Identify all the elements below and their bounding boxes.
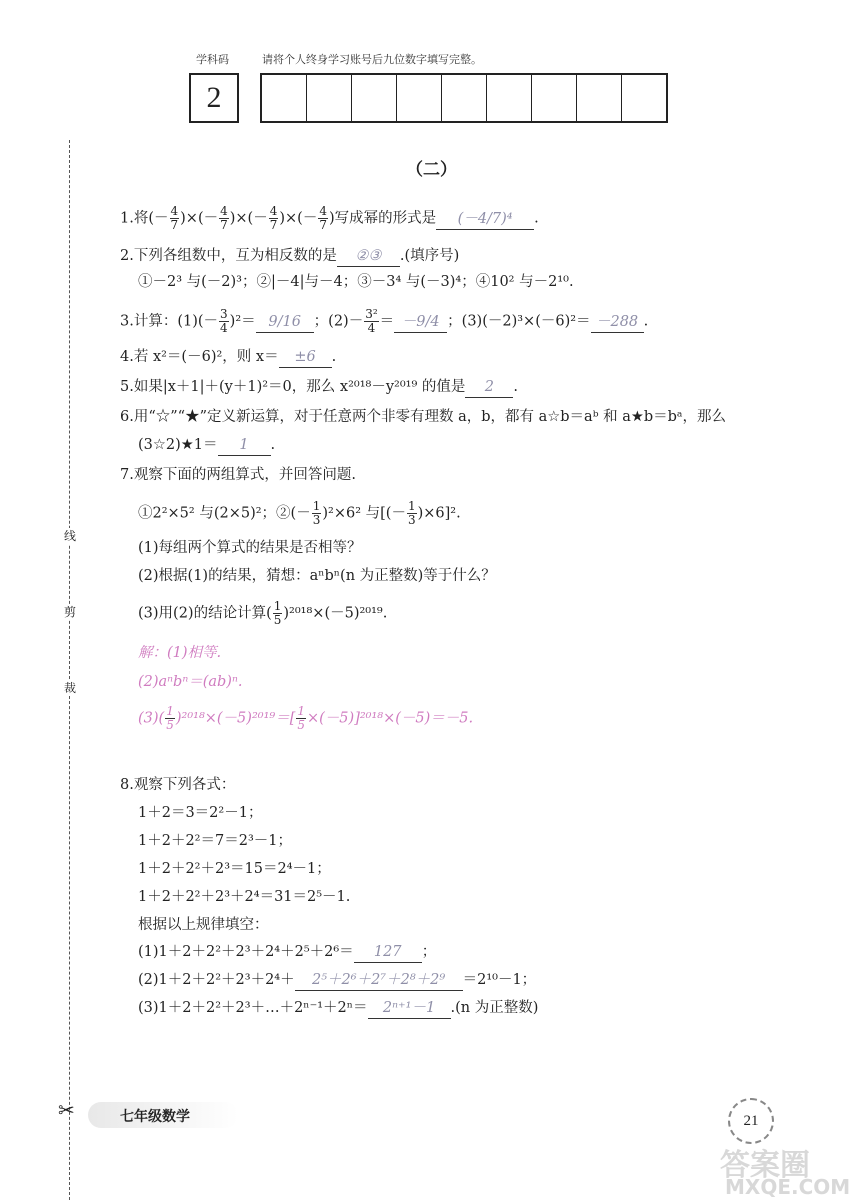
cut-line [69, 140, 70, 1200]
subject-code-label: 学科码 [196, 53, 229, 66]
question-8-line: 1＋2＋2²＝7＝2³－1； [138, 833, 292, 849]
question-7-sub2: (2)根据(1)的结果，猜想：aⁿbⁿ(n 为正整数)等于什么？ [138, 568, 496, 584]
question-8-line: 1＋2＋2²＋2³＋2⁴＝31＝2⁵－1. [138, 889, 351, 905]
answer-3-2: －9/4 [394, 312, 447, 333]
id-cell[interactable] [262, 75, 307, 121]
id-grid [260, 73, 668, 123]
cut-char-cai: 裁 [63, 681, 76, 695]
watermark-logo: 答案圈 [720, 1148, 810, 1183]
id-cell[interactable] [352, 75, 397, 121]
question-7-sub3: (3)用(2)的结论计算( $\frac{1}{5}$ )²⁰¹⁸×(－5)²⁰¹⁹. [138, 599, 388, 627]
subject-code-box: 2 [189, 73, 239, 123]
question-7-exprs: ①2²×5² 与(2×5)²；②(－ $\frac{1}{3}$ )²×6² 与[(－ $\frac{1}{3}$ )×6]². [138, 499, 461, 527]
question-2-options: ①－2³ 与(－2)³；②|－4|与－4；③－3⁴ 与(－3)⁴；④10² 与－2¹⁰. [138, 274, 574, 290]
question-8-line: 1＋2＝3＝2²－1； [138, 805, 263, 821]
answer-8-1: 127 [354, 942, 422, 963]
id-cell[interactable] [397, 75, 442, 121]
question-5: 5.如果|x＋1|＋(y＋1)²＝0，那么 x²⁰¹⁸－y²⁰¹⁹ 的值是 2 . [120, 377, 518, 398]
question-6-line2: (3☆2)★1＝ 1 . [138, 435, 275, 456]
answer-4: ±6 [279, 347, 332, 368]
header-instruction: 请将个人终身学习账号后九位数字填写完整。 [262, 53, 482, 66]
question-8-title: 8.观察下列各式： [120, 777, 236, 793]
answer-3-3: －288 [591, 312, 644, 333]
answer-5: 2 [465, 377, 513, 398]
question-1: 1.将(－ $\frac{4}{7}$ )×(－ $\frac{4}{7}$ )×(－ $\frac{4}{7}$ )×(－ $\frac{4}{7}$ )写成幂的形式是 (－4/7)⁴ . [120, 204, 539, 232]
id-cell[interactable] [577, 75, 622, 121]
solution-7-3: (3)( $\frac{1}{5}$ )²⁰¹⁸×(－5)²⁰¹⁹＝[ $\frac{1}{5}$ ×(－5)]²⁰¹⁸×(－5)＝－5. [138, 704, 474, 732]
id-cell[interactable] [442, 75, 487, 121]
question-4: 4.若 x²＝(－6)²，则 x＝ ±6 . [120, 347, 336, 368]
question-6-line1: 6.用“☆”“★”定义新运算，对于任意两个非零有理数 a，b，都有 a☆b＝aᵇ 和 a★b＝bᵃ，那么 [120, 409, 727, 425]
answer-3-1: 9/16 [256, 312, 314, 333]
id-cell[interactable] [622, 75, 666, 121]
answer-6: 1 [218, 435, 271, 456]
cut-char-jian: 剪 [63, 605, 76, 619]
question-8-line: 1＋2＋2²＋2³＝15＝2⁴－1； [138, 861, 331, 877]
question-7-title: 7.观察下面的两组算式，并回答问题. [120, 467, 356, 483]
solution-7-2: (2)aⁿbⁿ＝(ab)ⁿ. [138, 674, 243, 690]
footer-label: 七年级数学 [120, 1109, 190, 1125]
question-7-sub1: (1)每组两个算式的结果是否相等？ [138, 540, 362, 556]
id-cell[interactable] [532, 75, 577, 121]
question-8-fill-3: (3)1＋2＋2²＋2³＋…＋2ⁿ⁻¹＋2ⁿ＝ 2ⁿ⁺¹－1 .(n 为正整数) [138, 998, 538, 1019]
page-number: 21 [728, 1098, 774, 1144]
answer-8-3: 2ⁿ⁺¹－1 [368, 998, 451, 1019]
answer-2: ②③ [337, 246, 400, 267]
watermark-url: MXQE.COM [725, 1175, 851, 1199]
id-cell[interactable] [487, 75, 532, 121]
question-3: 3.计算：(1)(－ $\frac{3}{4}$ )²＝ 9/16 ；(2)－ $\frac{\text{3²}}{4}$ ＝ －9/4 ；(3)(－2)³×(－6)²＝ －288 . [120, 307, 649, 335]
question-2: 2.下列各组数中，互为相反数的是 ②③ .(填序号) [120, 246, 459, 267]
question-8-rule: 根据以上规律填空： [138, 917, 269, 933]
section-title: （二） [406, 160, 457, 180]
answer-1: (－4/7)⁴ [436, 209, 534, 230]
scissors-icon: ✂ [58, 1098, 75, 1122]
cut-char-xian: 线 [63, 529, 76, 543]
question-8-fill-1: (1)1＋2＋2²＋2³＋2⁴＋2⁵＋2⁶＝ 127 ； [138, 942, 436, 963]
question-8-fill-2: (2)1＋2＋2²＋2³＋2⁴＋ 2⁵＋2⁶＋2⁷＋2⁸＋2⁹ ＝2¹⁰－1； [138, 970, 536, 991]
id-cell[interactable] [307, 75, 352, 121]
solution-7-1: 解：(1)相等. [138, 645, 222, 661]
answer-8-2: 2⁵＋2⁶＋2⁷＋2⁸＋2⁹ [295, 970, 463, 991]
